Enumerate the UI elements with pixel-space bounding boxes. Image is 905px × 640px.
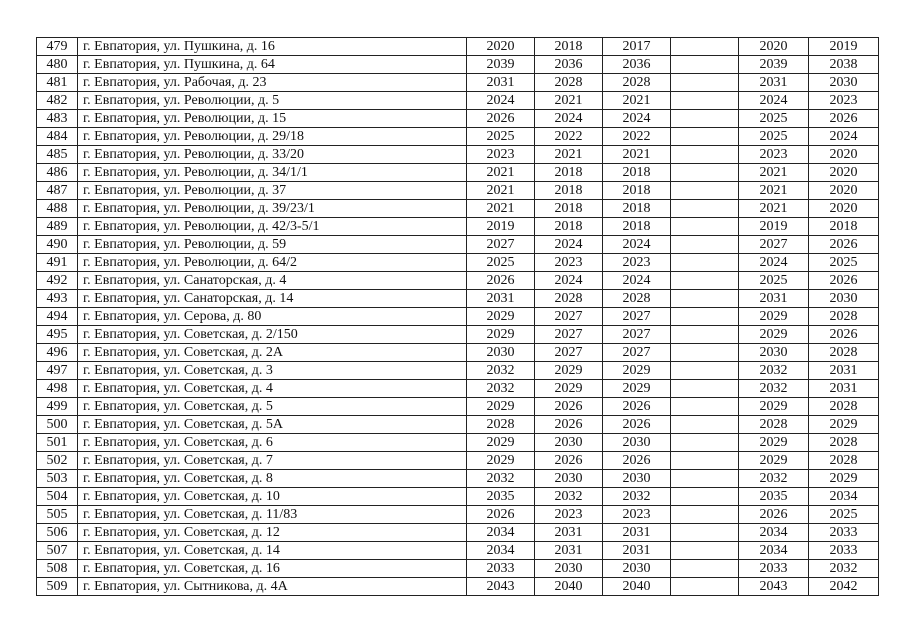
- table-row: [37, 506, 879, 524]
- row-number-cell: 507: [37, 542, 78, 560]
- table-row: [37, 128, 879, 146]
- year-cell-5: 2032: [739, 380, 809, 398]
- year-cell-6: 2019: [809, 38, 879, 56]
- year-cell-5: 2027: [739, 236, 809, 254]
- row-number-cell: 497: [37, 362, 78, 380]
- address-cell: г. Евпатория, ул. Советская, д. 2/150: [78, 326, 467, 344]
- address-cell: г. Евпатория, ул. Революции, д. 39/23/1: [78, 200, 467, 218]
- year-cell-6: 2020: [809, 200, 879, 218]
- year-cell-4: [671, 38, 739, 56]
- year-cell-6: 2025: [809, 254, 879, 272]
- year-cell-4: [671, 92, 739, 110]
- year-cell-6: 2028: [809, 452, 879, 470]
- year-cell-3: 2030: [603, 434, 671, 452]
- row-number-cell: 482: [37, 92, 78, 110]
- year-cell-1: 2029: [467, 326, 535, 344]
- year-cell-1: 2023: [467, 146, 535, 164]
- year-cell-4: [671, 578, 739, 596]
- row-number-cell: 509: [37, 578, 78, 596]
- year-cell-3: 2032: [603, 488, 671, 506]
- row-number-cell: 493: [37, 290, 78, 308]
- address-cell: г. Евпатория, ул. Советская, д. 5: [78, 398, 467, 416]
- year-cell-4: [671, 488, 739, 506]
- year-cell-3: 2031: [603, 524, 671, 542]
- year-cell-3: 2026: [603, 398, 671, 416]
- table-row: [37, 182, 879, 200]
- year-cell-2: 2018: [535, 38, 603, 56]
- address-cell: г. Евпатория, ул. Пушкина, д. 16: [78, 38, 467, 56]
- address-cell: г. Евпатория, ул. Советская, д. 7: [78, 452, 467, 470]
- address-cell: г. Евпатория, ул. Советская, д. 3: [78, 362, 467, 380]
- year-cell-4: [671, 74, 739, 92]
- year-cell-6: 2033: [809, 542, 879, 560]
- year-cell-5: 2024: [739, 254, 809, 272]
- year-cell-3: 2023: [603, 506, 671, 524]
- year-cell-2: 2018: [535, 218, 603, 236]
- address-cell: г. Евпатория, ул. Революции, д. 33/20: [78, 146, 467, 164]
- year-cell-2: 2026: [535, 452, 603, 470]
- housing-schedule-table: [36, 37, 879, 596]
- row-number-cell: 489: [37, 218, 78, 236]
- year-cell-3: 2024: [603, 236, 671, 254]
- year-cell-2: 2031: [535, 542, 603, 560]
- row-number-cell: 508: [37, 560, 78, 578]
- year-cell-5: 2031: [739, 290, 809, 308]
- year-cell-1: 2021: [467, 182, 535, 200]
- year-cell-2: 2023: [535, 254, 603, 272]
- address-cell: г. Евпатория, ул. Пушкина, д. 64: [78, 56, 467, 74]
- table-row: [37, 56, 879, 74]
- address-cell: г. Евпатория, ул. Советская, д. 10: [78, 488, 467, 506]
- table-row: [37, 578, 879, 596]
- year-cell-1: 2032: [467, 380, 535, 398]
- year-cell-2: 2022: [535, 128, 603, 146]
- year-cell-6: 2033: [809, 524, 879, 542]
- table-row: [37, 398, 879, 416]
- address-cell: г. Евпатория, ул. Революции, д. 59: [78, 236, 467, 254]
- table-body: [37, 38, 879, 596]
- address-cell: г. Евпатория, ул. Советская, д. 16: [78, 560, 467, 578]
- year-cell-5: 2029: [739, 326, 809, 344]
- address-cell: г. Евпатория, ул. Советская, д. 5А: [78, 416, 467, 434]
- year-cell-2: 2031: [535, 524, 603, 542]
- year-cell-1: 2029: [467, 308, 535, 326]
- year-cell-5: 2035: [739, 488, 809, 506]
- year-cell-6: 2030: [809, 74, 879, 92]
- table-row: [37, 326, 879, 344]
- year-cell-5: 2021: [739, 182, 809, 200]
- address-cell: г. Евпатория, ул. Санаторская, д. 14: [78, 290, 467, 308]
- year-cell-1: 2024: [467, 92, 535, 110]
- year-cell-6: 2034: [809, 488, 879, 506]
- row-number-cell: 481: [37, 74, 78, 92]
- year-cell-6: 2025: [809, 506, 879, 524]
- table-row: [37, 542, 879, 560]
- table-row: [37, 146, 879, 164]
- year-cell-6: 2024: [809, 128, 879, 146]
- year-cell-4: [671, 344, 739, 362]
- year-cell-1: 2025: [467, 254, 535, 272]
- row-number-cell: 502: [37, 452, 78, 470]
- year-cell-2: 2023: [535, 506, 603, 524]
- year-cell-1: 2029: [467, 434, 535, 452]
- year-cell-6: 2032: [809, 560, 879, 578]
- year-cell-3: 2026: [603, 452, 671, 470]
- year-cell-3: 2030: [603, 560, 671, 578]
- year-cell-3: 2030: [603, 470, 671, 488]
- row-number-cell: 491: [37, 254, 78, 272]
- table-row: [37, 164, 879, 182]
- year-cell-5: 2043: [739, 578, 809, 596]
- address-cell: г. Евпатория, ул. Советская, д. 12: [78, 524, 467, 542]
- year-cell-4: [671, 128, 739, 146]
- year-cell-5: 2026: [739, 506, 809, 524]
- year-cell-5: 2023: [739, 146, 809, 164]
- table-row: [37, 92, 879, 110]
- table-row: [37, 470, 879, 488]
- year-cell-3: 2026: [603, 416, 671, 434]
- table-row: [37, 218, 879, 236]
- year-cell-1: 2032: [467, 470, 535, 488]
- year-cell-5: 2032: [739, 362, 809, 380]
- year-cell-3: 2018: [603, 218, 671, 236]
- year-cell-3: 2028: [603, 290, 671, 308]
- year-cell-3: 2027: [603, 326, 671, 344]
- year-cell-3: 2024: [603, 272, 671, 290]
- address-cell: г. Евпатория, ул. Советская, д. 2А: [78, 344, 467, 362]
- year-cell-6: 2026: [809, 110, 879, 128]
- address-cell: г. Евпатория, ул. Серова, д. 80: [78, 308, 467, 326]
- row-number-cell: 483: [37, 110, 78, 128]
- row-number-cell: 488: [37, 200, 78, 218]
- year-cell-1: 2021: [467, 164, 535, 182]
- address-cell: г. Евпатория, ул. Революции, д. 15: [78, 110, 467, 128]
- year-cell-4: [671, 470, 739, 488]
- year-cell-2: 2021: [535, 146, 603, 164]
- year-cell-3: 2018: [603, 200, 671, 218]
- year-cell-6: 2023: [809, 92, 879, 110]
- row-number-cell: 500: [37, 416, 78, 434]
- year-cell-5: 2021: [739, 200, 809, 218]
- year-cell-1: 2032: [467, 362, 535, 380]
- row-number-cell: 496: [37, 344, 78, 362]
- year-cell-1: 2026: [467, 110, 535, 128]
- year-cell-3: 2040: [603, 578, 671, 596]
- year-cell-3: 2024: [603, 110, 671, 128]
- year-cell-5: 2029: [739, 452, 809, 470]
- row-number-cell: 485: [37, 146, 78, 164]
- year-cell-4: [671, 182, 739, 200]
- year-cell-3: 2027: [603, 308, 671, 326]
- year-cell-5: 2034: [739, 542, 809, 560]
- year-cell-5: 2019: [739, 218, 809, 236]
- year-cell-1: 2020: [467, 38, 535, 56]
- table-row: [37, 362, 879, 380]
- year-cell-5: 2030: [739, 344, 809, 362]
- year-cell-4: [671, 56, 739, 74]
- table-row: [37, 380, 879, 398]
- row-number-cell: 492: [37, 272, 78, 290]
- year-cell-2: 2027: [535, 326, 603, 344]
- row-number-cell: 505: [37, 506, 78, 524]
- address-cell: г. Евпатория, ул. Советская, д. 6: [78, 434, 467, 452]
- year-cell-6: 2026: [809, 326, 879, 344]
- table-row: [37, 110, 879, 128]
- address-cell: г. Евпатория, ул. Санаторская, д. 4: [78, 272, 467, 290]
- row-number-cell: 494: [37, 308, 78, 326]
- year-cell-3: 2018: [603, 164, 671, 182]
- year-cell-6: 2031: [809, 362, 879, 380]
- table-row: [37, 488, 879, 506]
- table-row: [37, 560, 879, 578]
- year-cell-2: 2032: [535, 488, 603, 506]
- address-cell: г. Евпатория, ул. Революции, д. 42/3-5/1: [78, 218, 467, 236]
- year-cell-6: 2042: [809, 578, 879, 596]
- year-cell-4: [671, 416, 739, 434]
- year-cell-5: 2029: [739, 308, 809, 326]
- year-cell-5: 2033: [739, 560, 809, 578]
- year-cell-1: 2031: [467, 74, 535, 92]
- year-cell-2: 2027: [535, 308, 603, 326]
- year-cell-6: 2028: [809, 308, 879, 326]
- year-cell-2: 2024: [535, 236, 603, 254]
- year-cell-2: 2028: [535, 74, 603, 92]
- year-cell-4: [671, 380, 739, 398]
- year-cell-6: 2031: [809, 380, 879, 398]
- row-number-cell: 479: [37, 38, 78, 56]
- row-number-cell: 495: [37, 326, 78, 344]
- year-cell-5: 2034: [739, 524, 809, 542]
- year-cell-2: 2036: [535, 56, 603, 74]
- year-cell-2: 2030: [535, 434, 603, 452]
- year-cell-1: 2026: [467, 272, 535, 290]
- table-row: [37, 200, 879, 218]
- year-cell-4: [671, 146, 739, 164]
- year-cell-3: 2023: [603, 254, 671, 272]
- year-cell-2: 2029: [535, 362, 603, 380]
- year-cell-3: 2029: [603, 380, 671, 398]
- row-number-cell: 480: [37, 56, 78, 74]
- year-cell-2: 2024: [535, 272, 603, 290]
- year-cell-2: 2018: [535, 164, 603, 182]
- year-cell-6: 2028: [809, 434, 879, 452]
- year-cell-3: 2021: [603, 92, 671, 110]
- year-cell-2: 2040: [535, 578, 603, 596]
- year-cell-4: [671, 200, 739, 218]
- year-cell-1: 2027: [467, 236, 535, 254]
- year-cell-2: 2029: [535, 380, 603, 398]
- year-cell-4: [671, 398, 739, 416]
- row-number-cell: 486: [37, 164, 78, 182]
- address-cell: г. Евпатория, ул. Революции, д. 37: [78, 182, 467, 200]
- year-cell-1: 2021: [467, 200, 535, 218]
- year-cell-2: 2030: [535, 470, 603, 488]
- year-cell-4: [671, 272, 739, 290]
- table-row: [37, 434, 879, 452]
- year-cell-1: 2028: [467, 416, 535, 434]
- year-cell-6: 2026: [809, 236, 879, 254]
- year-cell-5: 2024: [739, 92, 809, 110]
- row-number-cell: 499: [37, 398, 78, 416]
- row-number-cell: 484: [37, 128, 78, 146]
- year-cell-1: 2029: [467, 398, 535, 416]
- table-row: [37, 38, 879, 56]
- year-cell-5: 2029: [739, 434, 809, 452]
- year-cell-6: 2020: [809, 146, 879, 164]
- year-cell-1: 2043: [467, 578, 535, 596]
- row-number-cell: 487: [37, 182, 78, 200]
- year-cell-6: 2020: [809, 182, 879, 200]
- address-cell: г. Евпатория, ул. Революции, д. 64/2: [78, 254, 467, 272]
- year-cell-4: [671, 218, 739, 236]
- year-cell-2: 2030: [535, 560, 603, 578]
- year-cell-6: 2029: [809, 416, 879, 434]
- year-cell-5: 2039: [739, 56, 809, 74]
- year-cell-6: 2028: [809, 344, 879, 362]
- row-number-cell: 506: [37, 524, 78, 542]
- year-cell-3: 2028: [603, 74, 671, 92]
- year-cell-3: 2021: [603, 146, 671, 164]
- table-row: [37, 74, 879, 92]
- year-cell-5: 2021: [739, 164, 809, 182]
- year-cell-5: 2025: [739, 272, 809, 290]
- table-row: [37, 236, 879, 254]
- year-cell-2: 2026: [535, 398, 603, 416]
- table-row: [37, 272, 879, 290]
- year-cell-5: 2032: [739, 470, 809, 488]
- year-cell-4: [671, 524, 739, 542]
- year-cell-4: [671, 506, 739, 524]
- address-cell: г. Евпатория, ул. Рабочая, д. 23: [78, 74, 467, 92]
- year-cell-1: 2034: [467, 524, 535, 542]
- table-row: [37, 344, 879, 362]
- year-cell-1: 2030: [467, 344, 535, 362]
- year-cell-6: 2028: [809, 398, 879, 416]
- table-row: [37, 452, 879, 470]
- year-cell-4: [671, 110, 739, 128]
- year-cell-5: 2031: [739, 74, 809, 92]
- year-cell-2: 2018: [535, 200, 603, 218]
- row-number-cell: 504: [37, 488, 78, 506]
- year-cell-3: 2031: [603, 542, 671, 560]
- row-number-cell: 503: [37, 470, 78, 488]
- year-cell-4: [671, 254, 739, 272]
- table-row: [37, 308, 879, 326]
- year-cell-4: [671, 236, 739, 254]
- year-cell-1: 2026: [467, 506, 535, 524]
- year-cell-1: 2031: [467, 290, 535, 308]
- address-cell: г. Евпатория, ул. Советская, д. 8: [78, 470, 467, 488]
- year-cell-4: [671, 434, 739, 452]
- address-cell: г. Евпатория, ул. Сытникова, д. 4А: [78, 578, 467, 596]
- year-cell-3: 2017: [603, 38, 671, 56]
- address-cell: г. Евпатория, ул. Советская, д. 14: [78, 542, 467, 560]
- year-cell-4: [671, 164, 739, 182]
- year-cell-6: 2038: [809, 56, 879, 74]
- year-cell-3: 2036: [603, 56, 671, 74]
- year-cell-4: [671, 290, 739, 308]
- year-cell-5: 2025: [739, 110, 809, 128]
- address-cell: г. Евпатория, ул. Советская, д. 11/83: [78, 506, 467, 524]
- address-cell: г. Евпатория, ул. Советская, д. 4: [78, 380, 467, 398]
- year-cell-5: 2029: [739, 398, 809, 416]
- table-row: [37, 416, 879, 434]
- address-cell: г. Евпатория, ул. Революции, д. 5: [78, 92, 467, 110]
- year-cell-4: [671, 308, 739, 326]
- year-cell-1: 2029: [467, 452, 535, 470]
- year-cell-1: 2039: [467, 56, 535, 74]
- year-cell-1: 2035: [467, 488, 535, 506]
- year-cell-3: 2029: [603, 362, 671, 380]
- address-cell: г. Евпатория, ул. Революции, д. 34/1/1: [78, 164, 467, 182]
- table-row: [37, 524, 879, 542]
- year-cell-4: [671, 326, 739, 344]
- year-cell-6: 2020: [809, 164, 879, 182]
- year-cell-1: 2019: [467, 218, 535, 236]
- year-cell-6: 2030: [809, 290, 879, 308]
- year-cell-1: 2034: [467, 542, 535, 560]
- year-cell-6: 2026: [809, 272, 879, 290]
- year-cell-3: 2027: [603, 344, 671, 362]
- row-number-cell: 501: [37, 434, 78, 452]
- year-cell-4: [671, 452, 739, 470]
- year-cell-4: [671, 542, 739, 560]
- year-cell-4: [671, 362, 739, 380]
- year-cell-2: 2026: [535, 416, 603, 434]
- row-number-cell: 490: [37, 236, 78, 254]
- row-number-cell: 498: [37, 380, 78, 398]
- year-cell-5: 2028: [739, 416, 809, 434]
- year-cell-2: 2027: [535, 344, 603, 362]
- year-cell-3: 2018: [603, 182, 671, 200]
- year-cell-4: [671, 560, 739, 578]
- year-cell-1: 2025: [467, 128, 535, 146]
- table-row: [37, 290, 879, 308]
- year-cell-2: 2018: [535, 182, 603, 200]
- year-cell-2: 2024: [535, 110, 603, 128]
- year-cell-2: 2028: [535, 290, 603, 308]
- year-cell-1: 2033: [467, 560, 535, 578]
- year-cell-5: 2025: [739, 128, 809, 146]
- year-cell-3: 2022: [603, 128, 671, 146]
- year-cell-2: 2021: [535, 92, 603, 110]
- year-cell-6: 2018: [809, 218, 879, 236]
- table-row: [37, 254, 879, 272]
- year-cell-5: 2020: [739, 38, 809, 56]
- year-cell-6: 2029: [809, 470, 879, 488]
- address-cell: г. Евпатория, ул. Революции, д. 29/18: [78, 128, 467, 146]
